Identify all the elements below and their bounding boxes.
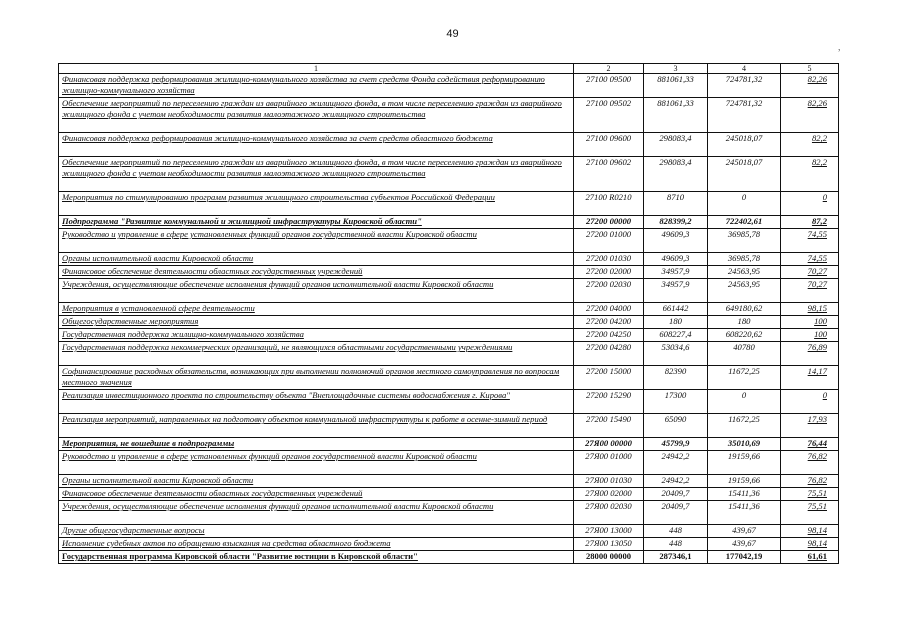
row-name-text: Подпрограмма "Развитие коммунальной и жилищной инфраструктуры Кировской области" <box>62 216 422 226</box>
row-executed-text: 19159,66 <box>727 451 761 461</box>
row-name-cell <box>59 390 574 414</box>
row-name-text: Финансовое обеспечение деятельности областных государственных учреждений <box>62 488 363 498</box>
row-name-cell <box>59 229 574 253</box>
row-name-text: Исполнение судебных актов по обращению взыскания на средства областного бюджета <box>62 538 391 548</box>
row-percent-text: 76,82 <box>807 475 827 485</box>
column-header-name: 1 <box>59 64 574 74</box>
row-executed-text: 15411,36 <box>728 501 760 511</box>
row-name-cell <box>59 366 574 390</box>
table-row <box>59 279 839 303</box>
row-executed-text: 439,67 <box>732 525 756 535</box>
row-percent-cell <box>781 551 839 564</box>
row-name-text: Государственная поддержка некоммерческих организаций, не являющихся областными государственными учреждениями <box>62 342 513 352</box>
row-code-cell <box>574 414 644 438</box>
row-executed-cell <box>708 390 781 414</box>
row-planned-text: 881061,33 <box>657 74 694 84</box>
row-executed-cell <box>708 438 781 451</box>
row-planned-text: 20409,7 <box>661 501 690 511</box>
row-executed-text: 649180,62 <box>725 303 763 313</box>
corner-mark: , <box>838 42 841 53</box>
row-code-text: 27200 01030 <box>585 253 632 263</box>
table-row <box>59 74 839 98</box>
table-row <box>59 342 839 366</box>
row-planned-text: 20409,7 <box>661 488 690 498</box>
row-code-text: 27200 04280 <box>585 342 632 352</box>
row-percent-text: 17,93 <box>807 414 827 424</box>
row-executed-cell <box>708 192 781 216</box>
row-executed-cell <box>708 329 781 342</box>
row-name-cell <box>59 475 574 488</box>
row-percent-text: 98,15 <box>807 303 827 313</box>
row-code-text: 27100 09602 <box>585 157 632 167</box>
table-row <box>59 192 839 216</box>
row-percent-text: 0 <box>822 192 827 202</box>
row-name-cell <box>59 501 574 525</box>
row-name-cell <box>59 303 574 316</box>
table-row <box>59 216 839 229</box>
row-name-cell <box>59 329 574 342</box>
row-planned-cell <box>644 551 708 564</box>
row-executed-cell <box>708 157 781 192</box>
row-name-text: Софинансирование расходных обязательств, возникающих при выполнении полномочий органов местного самоуправления по вопросам местного значения <box>62 366 560 387</box>
row-executed-text: 11672,25 <box>728 414 760 424</box>
row-code-cell <box>574 525 644 538</box>
row-percent-text: 76,82 <box>807 451 827 461</box>
row-planned-text: 661442 <box>662 303 689 313</box>
row-percent-text: 82,2 <box>811 133 827 143</box>
row-name-text: Финансовая поддержка реформирования жилищно-коммунального хозяйства за счет средств областного бюджета <box>62 133 493 143</box>
table-row <box>59 98 839 133</box>
column-header-executed: 4 <box>708 64 781 74</box>
table-row <box>59 488 839 501</box>
row-percent-cell <box>781 316 839 329</box>
row-planned-text: 298083,4 <box>659 133 692 143</box>
table-row <box>59 414 839 438</box>
row-code-cell <box>574 501 644 525</box>
row-name-cell <box>59 316 574 329</box>
row-name-text: Учреждения, осуществляющие обеспечение исполнения функций органов исполнительной власти Кировской области <box>62 279 494 289</box>
table-header-row <box>59 64 839 74</box>
row-code-cell <box>574 253 644 266</box>
row-percent-cell <box>781 366 839 390</box>
row-code-text: 27200 04200 <box>585 316 632 326</box>
row-percent-text: 82,2 <box>811 157 827 167</box>
row-code-text: 27200 02000 <box>585 266 632 276</box>
row-percent-cell <box>781 342 839 366</box>
row-code-cell <box>574 366 644 390</box>
row-executed-cell <box>708 303 781 316</box>
row-code-cell <box>574 74 644 98</box>
row-executed-cell <box>708 551 781 564</box>
row-name-cell <box>59 74 574 98</box>
row-name-text: Органы исполнительной власти Кировской области <box>62 475 254 485</box>
row-code-text: 27Я00 13050 <box>585 538 632 548</box>
row-name-cell <box>59 551 574 564</box>
row-name-text: Мероприятия в установленной сфере деятельности <box>62 303 255 313</box>
row-planned-cell <box>644 501 708 525</box>
row-planned-text: 180 <box>669 316 682 326</box>
row-name-cell <box>59 414 574 438</box>
table-row <box>59 229 839 253</box>
row-code-text: 27100 09502 <box>585 98 632 108</box>
row-percent-text: 76,44 <box>807 438 827 448</box>
row-name-text: Финансовая поддержка реформирования жилищно-коммунального хозяйства за счет средств Фонда содействия реформированию жилищно-коммунального хозяйства <box>62 74 545 95</box>
row-percent-cell <box>781 501 839 525</box>
table-row <box>59 551 839 564</box>
row-name-text: Реализация инвестиционного проекта по строительству объекта "Внеплощадочные системы водоснабжения г. Кирова" <box>62 390 510 400</box>
row-planned-cell <box>644 451 708 475</box>
row-planned-text: 8710 <box>666 192 685 202</box>
row-planned-text: 82390 <box>664 366 687 376</box>
row-executed-text: 608220,62 <box>725 329 763 339</box>
row-executed-text: 722402,61 <box>725 216 763 226</box>
row-percent-cell <box>781 74 839 98</box>
row-name-text: Государственная поддержка жилищно-коммунального хозяйства <box>62 329 304 339</box>
row-name-text: Финансовое обеспечение деятельности областных государственных учреждений <box>62 266 363 276</box>
row-executed-text: 11672,25 <box>728 366 760 376</box>
row-code-text: 27Я00 01030 <box>585 475 632 485</box>
column-header-planned: 3 <box>644 64 708 74</box>
row-name-text: Другие общегосударственные вопросы <box>62 525 205 535</box>
row-name-cell <box>59 192 574 216</box>
row-name-text: Обеспечение мероприятий по переселению граждан из аварийного жилищного фонда, в том числе переселению граждан из аварийного жилищного фонда с учетом необходимости развития малоэтажного жилищного строительства <box>62 157 562 178</box>
row-executed-cell <box>708 488 781 501</box>
row-code-text: 27200 15000 <box>585 366 632 376</box>
row-planned-cell <box>644 488 708 501</box>
row-code-text: 27100 09500 <box>585 74 632 84</box>
row-code-text: 27Я00 13000 <box>585 525 632 535</box>
row-percent-cell <box>781 438 839 451</box>
row-planned-cell <box>644 525 708 538</box>
row-executed-text: 36985,78 <box>727 229 761 239</box>
row-name-text: Общегосударственные мероприятия <box>62 316 199 326</box>
row-name-text: Органы исполнительной власти Кировской области <box>62 253 254 263</box>
row-percent-cell <box>781 266 839 279</box>
row-name-text: Обеспечение мероприятий по переселению граждан из аварийного жилищного фонда, в том числе переселению граждан из аварийного жилищного фонда с учетом необходимости развития малоэтажного жилищного строительства <box>62 98 562 119</box>
row-name-cell <box>59 279 574 303</box>
row-code-cell <box>574 133 644 157</box>
row-executed-text: 40780 <box>733 342 755 352</box>
row-planned-text: 49609,3 <box>661 229 690 239</box>
table-row <box>59 438 839 451</box>
row-executed-text: 180 <box>737 316 751 326</box>
row-planned-cell <box>644 279 708 303</box>
row-code-text: 27Я00 02030 <box>585 501 632 511</box>
row-planned-text: 298083,4 <box>659 157 692 167</box>
row-planned-cell <box>644 342 708 366</box>
row-percent-text: 0 <box>822 390 827 400</box>
table-row <box>59 329 839 342</box>
row-planned-text: 45799,9 <box>661 438 690 448</box>
row-percent-text: 75,51 <box>807 501 827 511</box>
row-percent-text: 100 <box>814 316 827 326</box>
row-code-cell <box>574 551 644 564</box>
row-code-text: 27100 R0210 <box>585 192 632 202</box>
row-code-cell <box>574 342 644 366</box>
row-executed-cell <box>708 98 781 133</box>
row-planned-cell <box>644 303 708 316</box>
row-percent-cell <box>781 451 839 475</box>
row-code-cell <box>574 329 644 342</box>
row-planned-text: 49609,3 <box>661 253 690 263</box>
row-percent-text: 74,55 <box>807 229 827 239</box>
table-row <box>59 157 839 192</box>
row-percent-cell <box>781 525 839 538</box>
row-code-cell <box>574 303 644 316</box>
row-executed-cell <box>708 525 781 538</box>
row-code-text: 27Я00 01000 <box>585 451 632 461</box>
row-executed-cell <box>708 538 781 551</box>
row-code-cell <box>574 98 644 133</box>
row-name-cell <box>59 157 574 192</box>
row-planned-text: 17300 <box>664 390 687 400</box>
row-code-cell <box>574 279 644 303</box>
row-executed-text: 24563,95 <box>727 266 761 276</box>
row-planned-cell <box>644 366 708 390</box>
row-code-text: 27200 02030 <box>585 279 632 289</box>
row-name-text: Мероприятия по стимулированию программ развития жилищного строительства субъектов Российской Федерации <box>62 192 495 202</box>
table-body <box>59 74 839 564</box>
row-executed-text: 24563,95 <box>727 279 761 289</box>
row-planned-cell <box>644 316 708 329</box>
row-percent-cell <box>781 216 839 229</box>
row-planned-text: 287346,1 <box>659 551 692 561</box>
row-name-text: Мероприятия, не вошедшие в подпрограммы <box>62 438 235 448</box>
row-name-cell <box>59 438 574 451</box>
row-executed-text: 177042,19 <box>725 551 763 561</box>
row-executed-cell <box>708 279 781 303</box>
row-name-cell <box>59 342 574 366</box>
row-code-cell <box>574 451 644 475</box>
row-code-cell <box>574 266 644 279</box>
row-percent-text: 82,26 <box>807 98 827 108</box>
column-header-code: 2 <box>574 64 644 74</box>
row-planned-cell <box>644 390 708 414</box>
row-code-text: 27200 00000 <box>585 216 632 226</box>
row-code-text: 27100 09600 <box>585 133 632 143</box>
row-name-cell <box>59 266 574 279</box>
row-executed-text: 36985,78 <box>727 253 761 263</box>
row-planned-cell <box>644 98 708 133</box>
table-row <box>59 266 839 279</box>
row-name-text: Руководство и управление в сфере установленных функций органов государственной власти Кировской области <box>62 229 477 239</box>
row-percent-cell <box>781 192 839 216</box>
row-name-text: Руководство и управление в сфере установленных функций органов государственной власти Кировской области <box>62 451 477 461</box>
row-executed-cell <box>708 342 781 366</box>
row-code-text: 28000 00000 <box>585 551 632 561</box>
row-planned-cell <box>644 216 708 229</box>
row-executed-cell <box>708 501 781 525</box>
row-percent-text: 70,27 <box>807 266 827 276</box>
row-name-cell <box>59 216 574 229</box>
table-row <box>59 475 839 488</box>
table-row <box>59 451 839 475</box>
row-percent-cell <box>781 229 839 253</box>
row-planned-text: 65090 <box>664 414 687 424</box>
table-row <box>59 253 839 266</box>
row-planned-cell <box>644 74 708 98</box>
row-percent-cell <box>781 538 839 551</box>
row-percent-text: 74,55 <box>807 253 827 263</box>
row-percent-text: 87,2 <box>811 216 827 226</box>
row-percent-cell <box>781 98 839 133</box>
row-code-cell <box>574 316 644 329</box>
row-percent-cell <box>781 414 839 438</box>
table-row <box>59 390 839 414</box>
row-code-cell <box>574 229 644 253</box>
row-planned-text: 24942,2 <box>661 451 690 461</box>
row-code-cell <box>574 538 644 551</box>
row-executed-text: 0 <box>741 390 747 400</box>
row-code-text: 27200 04250 <box>585 329 632 339</box>
page-number: 49 <box>446 28 459 40</box>
row-code-text: 27200 01000 <box>585 229 632 239</box>
table-row <box>59 538 839 551</box>
row-executed-text: 35010,69 <box>727 438 761 448</box>
row-planned-text: 34957,9 <box>661 279 690 289</box>
row-name-text: Реализация мероприятий, направленных на подготовку объектов коммунальной инфраструктуры к работе в осенне-зимний период <box>62 414 548 424</box>
row-name-cell <box>59 538 574 551</box>
row-percent-cell <box>781 475 839 488</box>
row-code-cell <box>574 475 644 488</box>
row-name-cell <box>59 451 574 475</box>
row-percent-text: 98,14 <box>807 538 827 548</box>
row-name-cell <box>59 488 574 501</box>
row-executed-text: 245018,07 <box>725 133 763 143</box>
row-name-cell <box>59 133 574 157</box>
row-executed-cell <box>708 253 781 266</box>
row-percent-cell <box>781 279 839 303</box>
row-planned-text: 448 <box>669 525 682 535</box>
row-executed-cell <box>708 133 781 157</box>
row-code-cell <box>574 157 644 192</box>
table-row <box>59 133 839 157</box>
row-executed-text: 19159,66 <box>727 475 761 485</box>
row-planned-cell <box>644 253 708 266</box>
row-percent-text: 82,26 <box>807 74 827 84</box>
row-planned-text: 881061,33 <box>657 98 694 108</box>
row-executed-text: 724781,32 <box>725 74 763 84</box>
row-name-cell <box>59 98 574 133</box>
row-planned-text: 448 <box>669 538 682 548</box>
table-row <box>59 366 839 390</box>
row-executed-cell <box>708 229 781 253</box>
table-row <box>59 501 839 525</box>
row-percent-text: 75,51 <box>807 488 827 498</box>
row-name-cell <box>59 253 574 266</box>
row-percent-cell <box>781 390 839 414</box>
row-planned-text: 53034,6 <box>661 342 690 352</box>
row-code-cell <box>574 438 644 451</box>
row-executed-text: 724781,32 <box>725 98 763 108</box>
row-percent-text: 76,89 <box>807 342 827 352</box>
row-percent-text: 100 <box>814 329 827 339</box>
row-code-cell <box>574 216 644 229</box>
row-percent-text: 61,61 <box>807 551 827 561</box>
row-code-text: 27Я00 00000 <box>585 438 632 448</box>
row-percent-text: 98,14 <box>807 525 827 535</box>
budget-table <box>58 63 839 564</box>
row-percent-text: 70,27 <box>807 279 827 289</box>
row-planned-cell <box>644 438 708 451</box>
row-planned-cell <box>644 329 708 342</box>
row-planned-cell <box>644 475 708 488</box>
row-executed-cell <box>708 451 781 475</box>
row-executed-text: 439,67 <box>732 538 756 548</box>
row-executed-cell <box>708 216 781 229</box>
row-planned-cell <box>644 157 708 192</box>
row-executed-cell <box>708 366 781 390</box>
row-planned-text: 24942,2 <box>661 475 690 485</box>
row-code-cell <box>574 192 644 216</box>
row-name-cell <box>59 525 574 538</box>
row-percent-cell <box>781 253 839 266</box>
row-percent-text: 14,17 <box>807 366 827 376</box>
row-executed-text: 15411,36 <box>728 488 760 498</box>
column-header-percent: 5 <box>781 64 839 74</box>
table-row <box>59 525 839 538</box>
row-planned-cell <box>644 229 708 253</box>
row-executed-text: 0 <box>741 192 747 202</box>
table-row <box>59 316 839 329</box>
row-percent-cell <box>781 157 839 192</box>
row-planned-cell <box>644 538 708 551</box>
row-executed-cell <box>708 475 781 488</box>
row-code-text: 27200 04000 <box>585 303 632 313</box>
row-code-text: 27200 15490 <box>585 414 632 424</box>
row-name-text: Государственная программа Кировской области "Развитие юстиции в Кировской области" <box>62 551 418 561</box>
row-planned-cell <box>644 192 708 216</box>
table-row <box>59 303 839 316</box>
row-code-text: 27200 15290 <box>585 390 632 400</box>
row-executed-text: 245018,07 <box>725 157 763 167</box>
row-executed-cell <box>708 414 781 438</box>
row-percent-cell <box>781 303 839 316</box>
row-planned-text: 34957,9 <box>661 266 690 276</box>
row-planned-cell <box>644 266 708 279</box>
row-percent-cell <box>781 488 839 501</box>
row-planned-cell <box>644 414 708 438</box>
row-code-cell <box>574 390 644 414</box>
row-percent-cell <box>781 133 839 157</box>
row-executed-cell <box>708 74 781 98</box>
row-executed-cell <box>708 316 781 329</box>
row-planned-text: 828399,2 <box>659 216 692 226</box>
row-executed-cell <box>708 266 781 279</box>
row-name-text: Учреждения, осуществляющие обеспечение исполнения функций органов исполнительной власти Кировской области <box>62 501 494 511</box>
row-planned-cell <box>644 133 708 157</box>
row-planned-text: 608227,4 <box>659 329 692 339</box>
row-code-text: 27Я00 02000 <box>585 488 632 498</box>
row-code-cell <box>574 488 644 501</box>
row-percent-cell <box>781 329 839 342</box>
